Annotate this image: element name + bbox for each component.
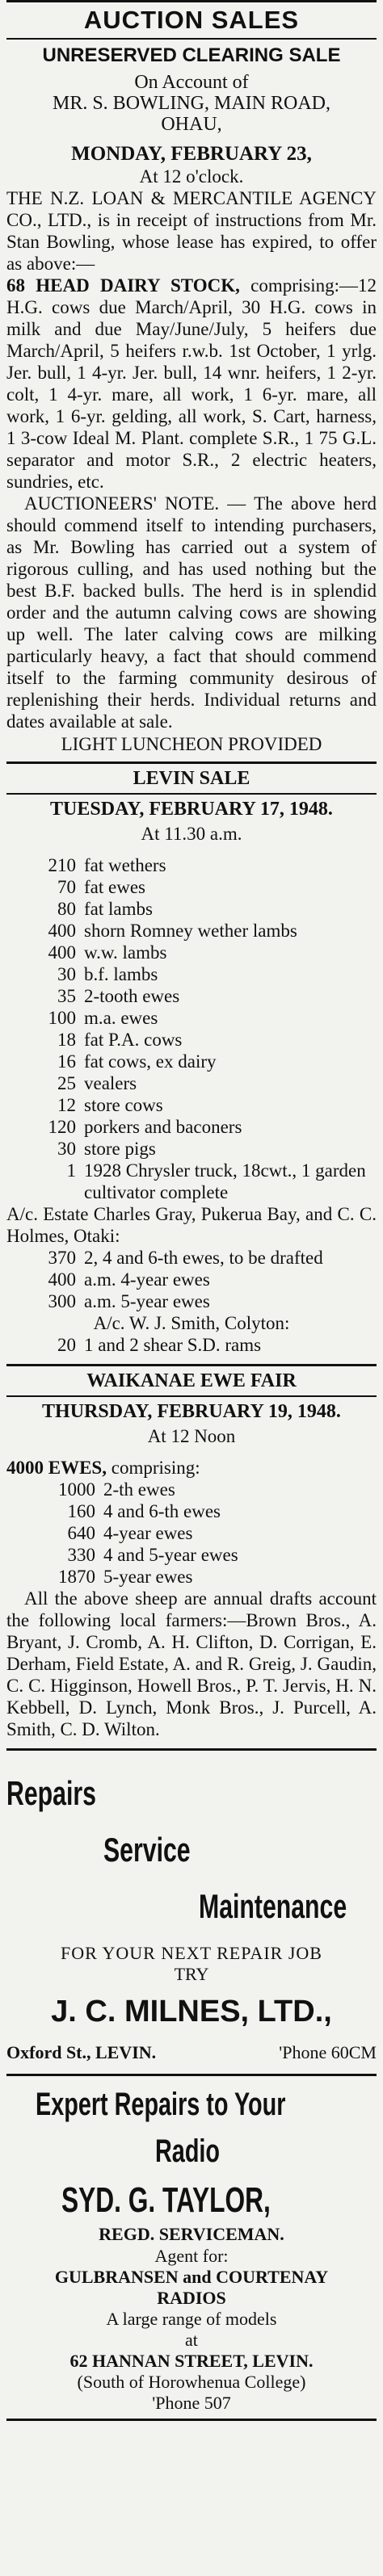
milnes-line3-wrap xyxy=(6,1888,377,1925)
taylor-agent: Agent for: xyxy=(154,2246,229,2266)
item-description: vealers xyxy=(84,1073,137,1093)
taylor-name-wrap xyxy=(6,2181,377,2220)
list-item xyxy=(6,1029,377,1051)
item-description: a.m. 5-year ewes xyxy=(84,1291,210,1311)
item-quantity: 70 xyxy=(57,877,76,897)
waikanae-farmers: All the above sheep are annual drafts account the following local farmers:—Brown Bros., A. Bryant, J. Cromb, A. H. Clifton, D. Corrigan, E. Derham, Field Estate, A. and R. Greig, J. Gaudin, C. C. Higginson, Howell Bros., P. T. Jervis, H. N. Kebbell, D. Lynch, Monk Bros., J. Purcell, A. Smith, C. D. Wilton. xyxy=(6,1588,377,1739)
item-description: m.a. ewes xyxy=(84,1008,158,1028)
item-description: 4-year ewes xyxy=(103,1523,193,1543)
account-line1: On Account of xyxy=(134,72,249,93)
auction-time: At 12 o'clock. xyxy=(139,166,244,187)
levin-title: LEVIN SALE xyxy=(133,768,250,789)
taylor-phone: 'Phone 507 xyxy=(152,2393,231,2413)
milnes-address: Oxford St., LEVIN. xyxy=(6,2042,157,2062)
bottom-rule xyxy=(6,2419,377,2421)
list-item xyxy=(6,1138,377,1160)
item-description: store cows xyxy=(84,1095,163,1115)
milnes-tagline1: FOR YOUR NEXT REPAIR JOB xyxy=(61,1943,322,1963)
levin-item-list-2 xyxy=(6,1247,377,1312)
item-description: 5-year ewes xyxy=(103,1567,193,1587)
levin-account2: A/c. W. J. Smith, Colyton: xyxy=(93,1313,290,1333)
milnes-repairs: Repairs xyxy=(6,1774,96,1812)
list-item xyxy=(6,898,377,920)
item-description: w.w. lambs xyxy=(84,942,167,963)
waikanae-lead xyxy=(6,1457,377,1479)
list-item xyxy=(6,1500,377,1522)
taylor-headline2: Radio xyxy=(155,2133,221,2169)
item-quantity: 640 xyxy=(67,1523,95,1543)
item-description: fat cows, ex dairy xyxy=(84,1051,217,1072)
item-quantity: 400 xyxy=(48,942,76,963)
account-line2: MR. S. BOWLING, MAIN ROAD, xyxy=(52,93,330,114)
item-description: 1928 Chrysler truck, 18cwt., 1 garden cultivator complete xyxy=(84,1160,366,1202)
item-quantity: 1 xyxy=(66,1160,76,1181)
item-quantity: 400 xyxy=(48,921,76,941)
waikanae-item-list xyxy=(6,1479,377,1588)
taylor-models1: A large range of models xyxy=(106,2309,277,2329)
item-quantity: 370 xyxy=(48,1248,76,1268)
milnes-line2-wrap xyxy=(6,1831,377,1869)
list-item xyxy=(6,1247,377,1269)
milnes-name: J. C. MILNES, LTD., xyxy=(51,1995,332,2028)
item-quantity: 16 xyxy=(57,1051,76,1072)
list-item xyxy=(6,876,377,898)
levin-date: TUESDAY, FEBRUARY 17, 1948. xyxy=(50,799,333,820)
item-description: b.f. lambs xyxy=(84,964,158,984)
auction-intro: THE N.Z. LOAN & MERCANTILE AGENCY CO., LTD., is in receipt of instructions from Mr. Stan Bowling, whose lease has expired, to offer as above:— xyxy=(6,188,377,274)
item-quantity: 25 xyxy=(57,1073,76,1093)
milnes-line1-wrap xyxy=(6,1775,377,1812)
item-quantity: 160 xyxy=(67,1501,95,1521)
item-quantity: 18 xyxy=(57,1030,76,1050)
list-item xyxy=(6,963,377,985)
list-item xyxy=(6,920,377,942)
item-description: 2-tooth ewes xyxy=(84,986,180,1006)
list-item xyxy=(6,942,377,963)
taylor-headline1-wrap xyxy=(6,2087,377,2121)
divider xyxy=(6,2074,377,2076)
auctioneers-note: AUCTIONEERS' NOTE. — The above herd should commend itself to intending purchasers, as Mr. Bowling has carried out a system of rigorous culling, and has used nothing but the best B.F. backed bulls. The herd is in splendid order and the autumn calving cows are showing up well. The later calving cows are milking particularly heavy, a fact that should commend itself to the farming community desirous of replenishing their herds. Individual returns and dates available at sale. xyxy=(6,493,377,732)
item-quantity: 400 xyxy=(48,1269,76,1290)
item-description: fat P.A. cows xyxy=(84,1030,183,1050)
list-item xyxy=(6,1116,377,1138)
item-description: 4 and 5-year ewes xyxy=(103,1545,238,1565)
list-item xyxy=(6,1290,377,1312)
item-description: 1 and 2 shear S.D. rams xyxy=(84,1335,262,1355)
item-description: shorn Romney wether lambs xyxy=(84,921,297,941)
item-quantity: 12 xyxy=(57,1095,76,1115)
item-quantity: 30 xyxy=(57,964,76,984)
item-quantity: 30 xyxy=(57,1139,76,1159)
item-quantity: 80 xyxy=(57,899,76,919)
waikanae-title: WAIKANAE EWE FAIR xyxy=(86,1370,297,1391)
list-item xyxy=(6,1269,377,1290)
taylor-address: 62 HANNAN STREET, LEVIN. xyxy=(69,2351,314,2371)
list-item xyxy=(6,1522,377,1544)
taylor-models2: at xyxy=(185,2330,198,2350)
item-description: 4 and 6-th ewes xyxy=(103,1501,221,1521)
divider xyxy=(6,1748,377,1751)
item-description: a.m. 4-year ewes xyxy=(84,1269,210,1290)
list-item xyxy=(6,1479,377,1500)
milnes-contact xyxy=(6,2040,377,2066)
levin-time: At 11.30 a.m. xyxy=(141,824,242,844)
auction-date: MONDAY, FEBRUARY 23, xyxy=(71,143,312,165)
item-quantity: 210 xyxy=(48,855,76,875)
item-description: fat ewes xyxy=(84,877,145,897)
milnes-phone: 'Phone 60CM xyxy=(279,2042,377,2062)
taylor-name: SYD. G. TAYLOR, xyxy=(61,2180,271,2220)
luncheon-note: LIGHT LUNCHEON PROVIDED xyxy=(61,734,322,754)
stock-paragraph xyxy=(6,275,377,493)
taylor-role: REGD. SERVICEMAN. xyxy=(99,2224,284,2244)
item-quantity: 20 xyxy=(57,1335,76,1355)
milnes-tagline2: TRY xyxy=(174,1964,209,1984)
taylor-location: (South of Horowhenua College) xyxy=(77,2372,306,2392)
item-quantity: 1870 xyxy=(58,1567,95,1587)
item-quantity: 100 xyxy=(48,1008,76,1028)
item-description: fat wethers xyxy=(84,855,166,875)
item-description: 2, 4 and 6-th ewes, to be drafted xyxy=(84,1248,323,1268)
list-item xyxy=(6,854,377,876)
list-item xyxy=(6,1544,377,1566)
list-item xyxy=(6,1094,377,1116)
ewes-count: 4000 EWES, xyxy=(6,1458,107,1478)
taylor-brands2: RADIOS xyxy=(157,2288,226,2308)
list-item xyxy=(6,1334,377,1356)
item-description: store pigs xyxy=(84,1139,156,1159)
item-quantity: 1000 xyxy=(58,1479,95,1500)
account-line3: OHAU, xyxy=(161,114,222,135)
item-description: fat lambs xyxy=(84,899,153,919)
item-description: porkers and baconers xyxy=(84,1117,242,1137)
list-item xyxy=(6,1007,377,1029)
list-item xyxy=(6,985,377,1007)
waikanae-date: THURSDAY, FEBRUARY 19, 1948. xyxy=(42,1401,341,1422)
list-item xyxy=(6,1051,377,1072)
ewes-lead-desc: comprising: xyxy=(106,1458,200,1478)
item-quantity: 300 xyxy=(48,1291,76,1311)
waikanae-time: At 12 Noon xyxy=(147,1426,236,1446)
milnes-maintenance: Maintenance xyxy=(199,1887,347,1925)
auction-subtitle: UNRESERVED CLEARING SALE xyxy=(42,44,341,66)
levin-item-list xyxy=(6,854,377,1203)
taylor-headline2-wrap xyxy=(6,2134,377,2168)
list-item xyxy=(6,1072,377,1094)
item-description: 2-th ewes xyxy=(103,1479,175,1500)
levin-account1: A/c. Estate Charles Gray, Pukerua Bay, and C. C. Holmes, Otaki: xyxy=(6,1204,377,1246)
milnes-service: Service xyxy=(103,1831,191,1869)
item-quantity: 35 xyxy=(57,986,76,1006)
stock-head: 68 HEAD DAIRY STOCK, xyxy=(6,275,240,296)
stock-body: comprising:—12 H.G. cows due March/April, 30 H.G. cows in milk and due May/June/July, 5 heifers due March/April, 5 heifers r.w.b. 1st October, 1 yrlg. Jer. bull, 1 4-yr. Jer. bull, 14 wnr. heifers, 1 2-yr. colt, 1 4-yr. mare, all work, 1 6-yr. mare, all work, 1 6-yr. gelding, all work, S. Cart, harness, 1 3-cow Ideal M. Plant. complete S.R., 1 75 G.L. separator and motor S.R., 2 electric heaters, sundries, etc. xyxy=(6,275,377,492)
list-item xyxy=(6,1566,377,1588)
item-quantity: 120 xyxy=(48,1117,76,1137)
levin-item-list-3 xyxy=(6,1334,377,1356)
taylor-brands1: GULBRANSEN and COURTENAY xyxy=(54,2267,329,2287)
item-quantity: 330 xyxy=(67,1545,95,1565)
taylor-headline1: Expert Repairs to Your xyxy=(36,2087,286,2122)
list-item xyxy=(6,1160,377,1203)
auction-title: AUCTION SALES xyxy=(83,6,300,34)
